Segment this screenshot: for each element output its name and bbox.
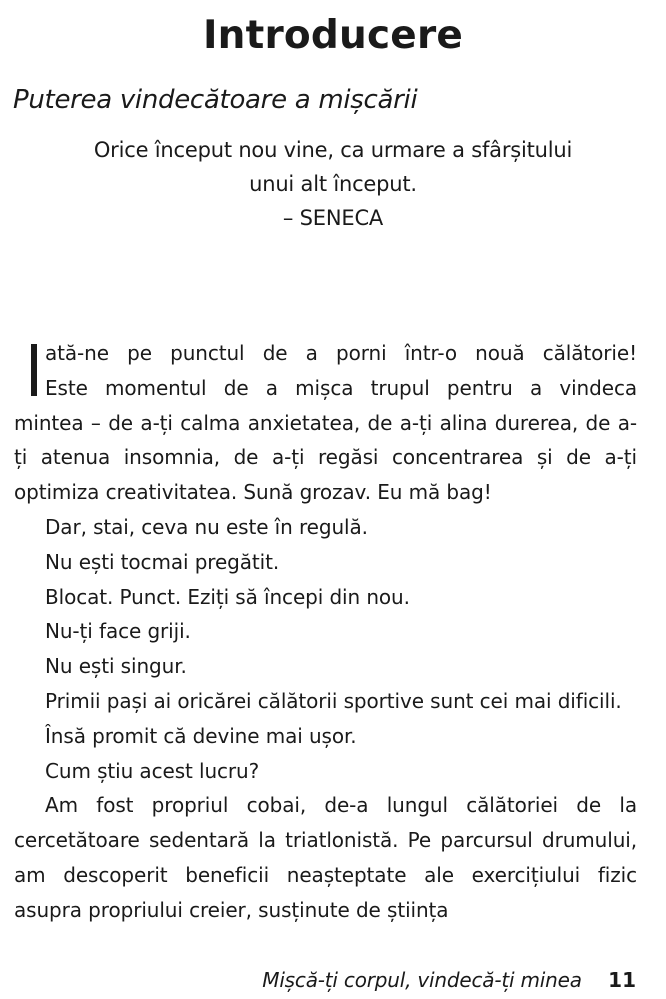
- chapter-title: Introducere: [202, 13, 464, 58]
- paragraph: Însă promit că devine mai ușor.: [45, 723, 357, 748]
- paragraph: Blocat. Punct. Eziți să începi din nou.: [45, 584, 410, 609]
- running-title: Mișcă-ți corpul, vindecă-ți minea: [262, 968, 582, 992]
- first-paragraph-line: ată-ne pe punctul de a porni într-o nouă călătorie!: [45, 341, 637, 365]
- chapter-subtitle: Puterea vindecătoare a mișcării: [13, 85, 418, 115]
- paragraph: Nu ești singur.: [45, 654, 187, 679]
- body-text: [14, 336, 637, 928]
- epigraph-line: Orice început nou vine, ca urmare a sfârșitului: [93, 138, 573, 162]
- paragraph: Primii pași ai oricărei călătorii sportive sunt cei mai dificili.: [45, 688, 622, 713]
- first-paragraph-rest: mintea – de a-ți calma anxietatea, de a-ți alina durerea, de a-ți atenua insomnia, de a-ți regăsi concentrarea și de a-ți optimiza creativitatea. Sună grozav. Eu mă bag!: [14, 410, 637, 505]
- paragraph: Nu-ți face griji.: [45, 619, 191, 644]
- epigraph-line: unui alt început.: [249, 172, 417, 196]
- paragraph: Nu ești tocmai pregătit.: [45, 549, 280, 574]
- epigraph: [0, 133, 666, 235]
- first-paragraph: [14, 336, 637, 510]
- paragraph: Dar, stai, ceva nu este în regulă.: [45, 514, 368, 539]
- paragraph: Am fost propriul cobai, de-a lungul călătoriei de la cercetătoare sedentară la triatlonistă. Pe parcursul drumului, am descoperit beneficii neașteptate ale exercițiului fizic asupra propriului creier, susținute de știința: [14, 793, 637, 922]
- epigraph-attribution: – SENECA: [282, 206, 384, 230]
- dropcap: [14, 338, 45, 398]
- page-footer: [262, 962, 636, 998]
- first-paragraph-line: Este momentul de a mișca trupul pentru a vindeca: [45, 375, 637, 400]
- page-number: 11: [608, 968, 636, 992]
- paragraph: Cum știu acest lucru?: [45, 758, 260, 783]
- dropcap-letter-i: [31, 344, 37, 396]
